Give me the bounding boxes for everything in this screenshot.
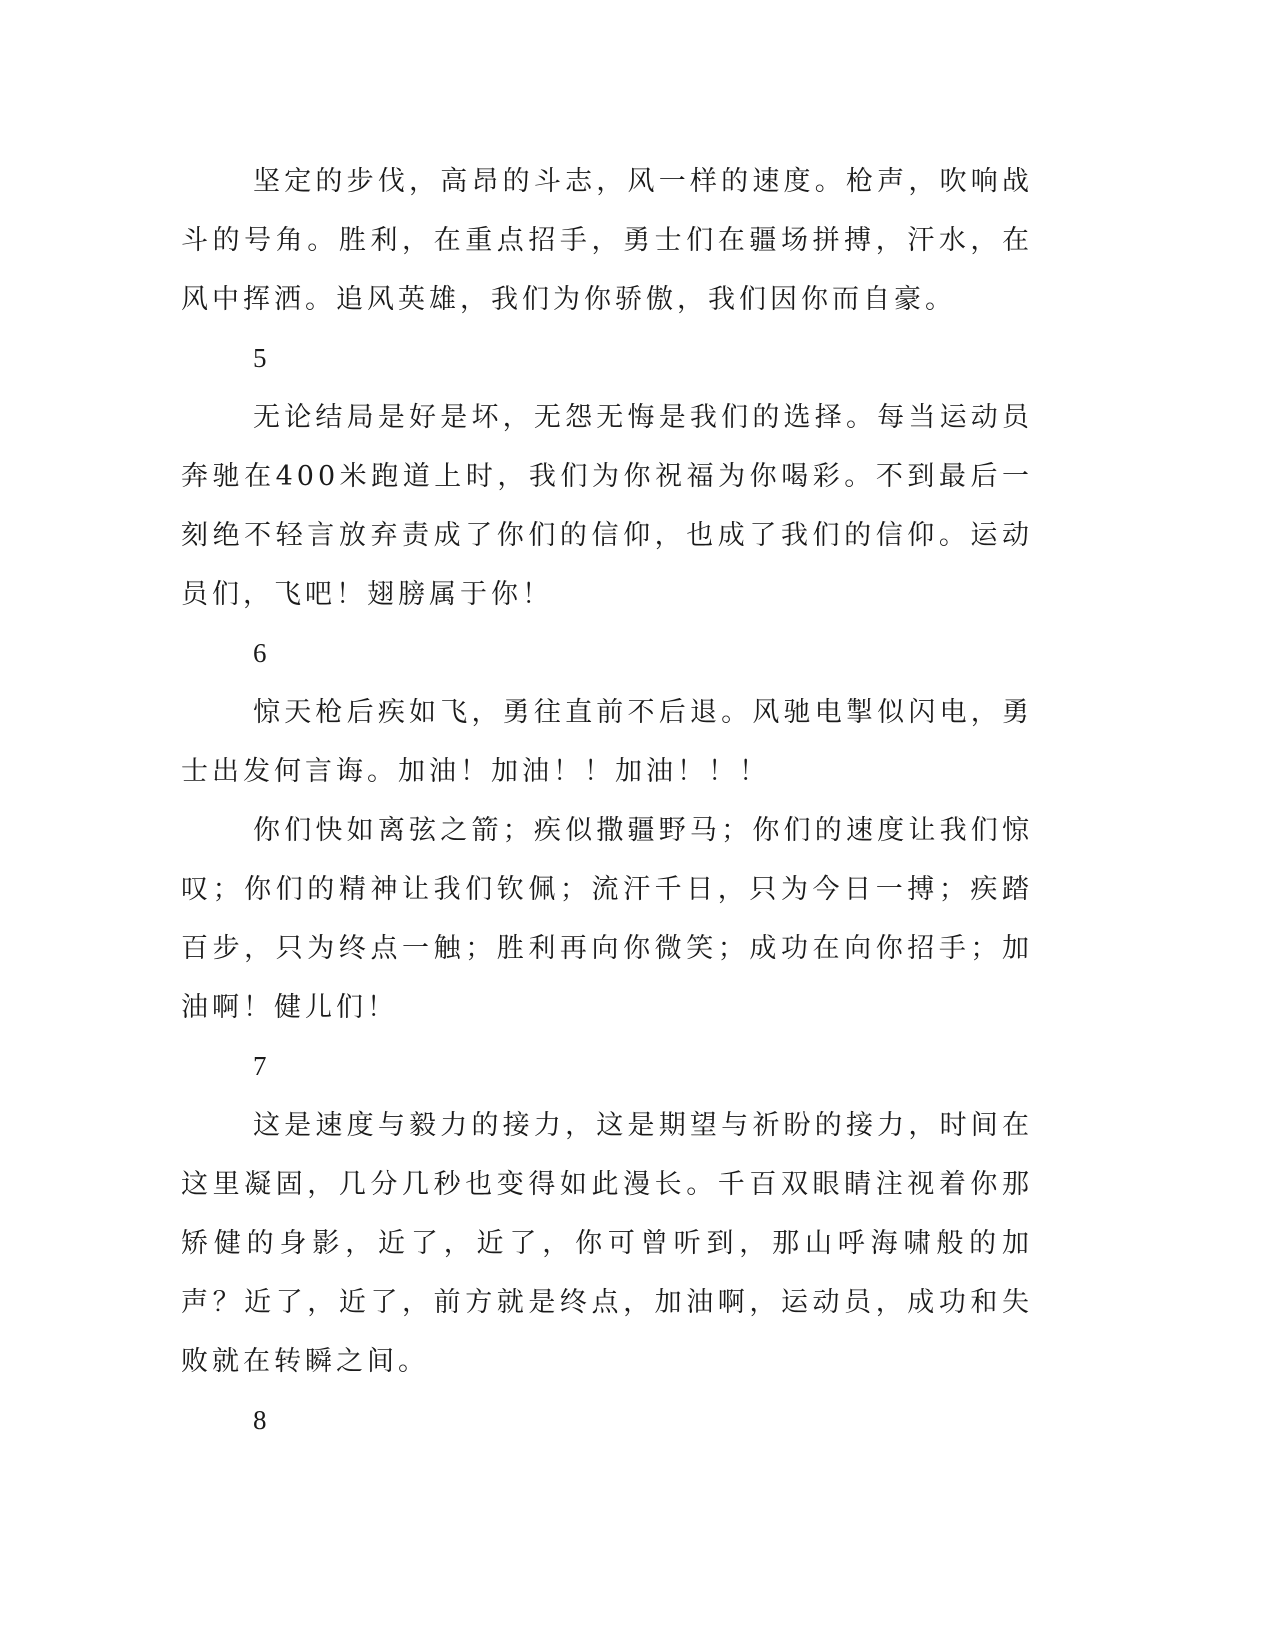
paragraph-cheer-3: 惊天枪后疾如飞，勇往直前不后退。风驰电掣似闪电，勇士出发何言诲。加油！加油！！加油！！！ <box>181 697 1033 787</box>
section-number-6: 6 <box>253 638 267 668</box>
paragraph-cheer-5: 这是速度与毅力的接力，这是期望与祈盼的接力，时间在这里凝固，几分几秒也变得如此漫长。千百双眼睛注视着你那矫健的身影，近了，近了，你可曾听到，那山呼海啸般的加声？近了，近了，前方就是终点，加油啊，运动员，成功和失败就在转瞬之间。 <box>181 1110 1033 1377</box>
section-number-8: 8 <box>253 1405 267 1435</box>
section-number-5: 5 <box>253 343 267 373</box>
paragraph-cheer-1: 坚定的步伐，高昂的斗志，风一样的速度。枪声，吹响战斗的号角。胜利，在重点招手，勇士们在疆场拼搏，汗水，在风中挥洒。追风英雄，我们为你骄傲，我们因你而自豪。 <box>181 166 1033 315</box>
paragraph-cheer-2: 无论结局是好是坏，无怨无悔是我们的选择。每当运动员奔驰在400米跑道上时，我们为你祝福为你喝彩。不到最后一刻绝不轻言放弃责成了你们的信仰，也成了我们的信仰。运动员们，飞吧！翅膀属于你！ <box>181 402 1033 610</box>
paragraph-cheer-4: 你们快如离弦之箭；疾似撒疆野马；你们的速度让我们惊叹；你们的精神让我们钦佩；流汗千日，只为今日一搏；疾踏百步，只为终点一触；胜利再向你微笑；成功在向你招手；加油啊！健儿们！ <box>181 815 1033 1023</box>
section-number-7: 7 <box>253 1051 267 1081</box>
document-body <box>181 152 1033 1450</box>
